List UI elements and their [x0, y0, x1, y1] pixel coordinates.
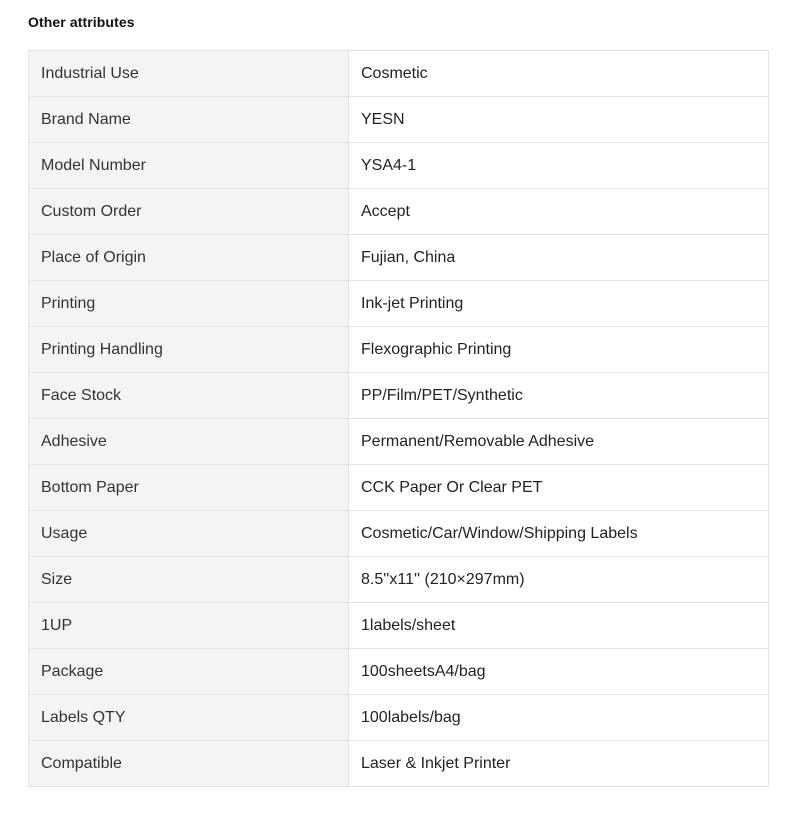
- attribute-value: PP/Film/PET/Synthetic: [349, 373, 769, 419]
- table-row: [29, 51, 769, 97]
- attribute-value: 8.5''x11'' (210×297mm): [349, 557, 769, 603]
- attributes-table: [28, 50, 769, 787]
- table-row: [29, 419, 769, 465]
- attribute-key: Adhesive: [29, 419, 349, 465]
- attribute-key: Face Stock: [29, 373, 349, 419]
- attribute-value: Cosmetic/Car/Window/Shipping Labels: [349, 511, 769, 557]
- attribute-value: Permanent/Removable Adhesive: [349, 419, 769, 465]
- attribute-key: Printing: [29, 281, 349, 327]
- attribute-key: Custom Order: [29, 189, 349, 235]
- attribute-key: Place of Origin: [29, 235, 349, 281]
- attribute-key: Model Number: [29, 143, 349, 189]
- attribute-key: Size: [29, 557, 349, 603]
- attribute-value: 100sheetsA4/bag: [349, 649, 769, 695]
- table-row: [29, 649, 769, 695]
- attribute-value: Laser & Inkjet Printer: [349, 741, 769, 787]
- attribute-value: Cosmetic: [349, 51, 769, 97]
- table-row: [29, 465, 769, 511]
- table-row: [29, 511, 769, 557]
- table-row: [29, 189, 769, 235]
- attribute-key: Bottom Paper: [29, 465, 349, 511]
- table-row: [29, 143, 769, 189]
- attribute-value: YSA4-1: [349, 143, 769, 189]
- attribute-key: 1UP: [29, 603, 349, 649]
- table-row: [29, 603, 769, 649]
- attribute-value: CCK Paper Or Clear PET: [349, 465, 769, 511]
- attribute-key: Industrial Use: [29, 51, 349, 97]
- attribute-value: 1labels/sheet: [349, 603, 769, 649]
- attribute-key: Brand Name: [29, 97, 349, 143]
- table-row: [29, 741, 769, 787]
- attribute-value: Accept: [349, 189, 769, 235]
- attribute-key: Printing Handling: [29, 327, 349, 373]
- attribute-value: 100labels/bag: [349, 695, 769, 741]
- attribute-key: Compatible: [29, 741, 349, 787]
- section-title: Other attributes: [28, 14, 135, 30]
- attribute-value: Flexographic Printing: [349, 327, 769, 373]
- table-row: [29, 327, 769, 373]
- table-row: [29, 97, 769, 143]
- table-row: [29, 235, 769, 281]
- table-row: [29, 695, 769, 741]
- attribute-key: Usage: [29, 511, 349, 557]
- table-row: [29, 373, 769, 419]
- table-row: [29, 557, 769, 603]
- attribute-value: Ink-jet Printing: [349, 281, 769, 327]
- attribute-key: Labels QTY: [29, 695, 349, 741]
- attribute-value: Fujian, China: [349, 235, 769, 281]
- attribute-key: Package: [29, 649, 349, 695]
- attribute-value: YESN: [349, 97, 769, 143]
- table-row: [29, 281, 769, 327]
